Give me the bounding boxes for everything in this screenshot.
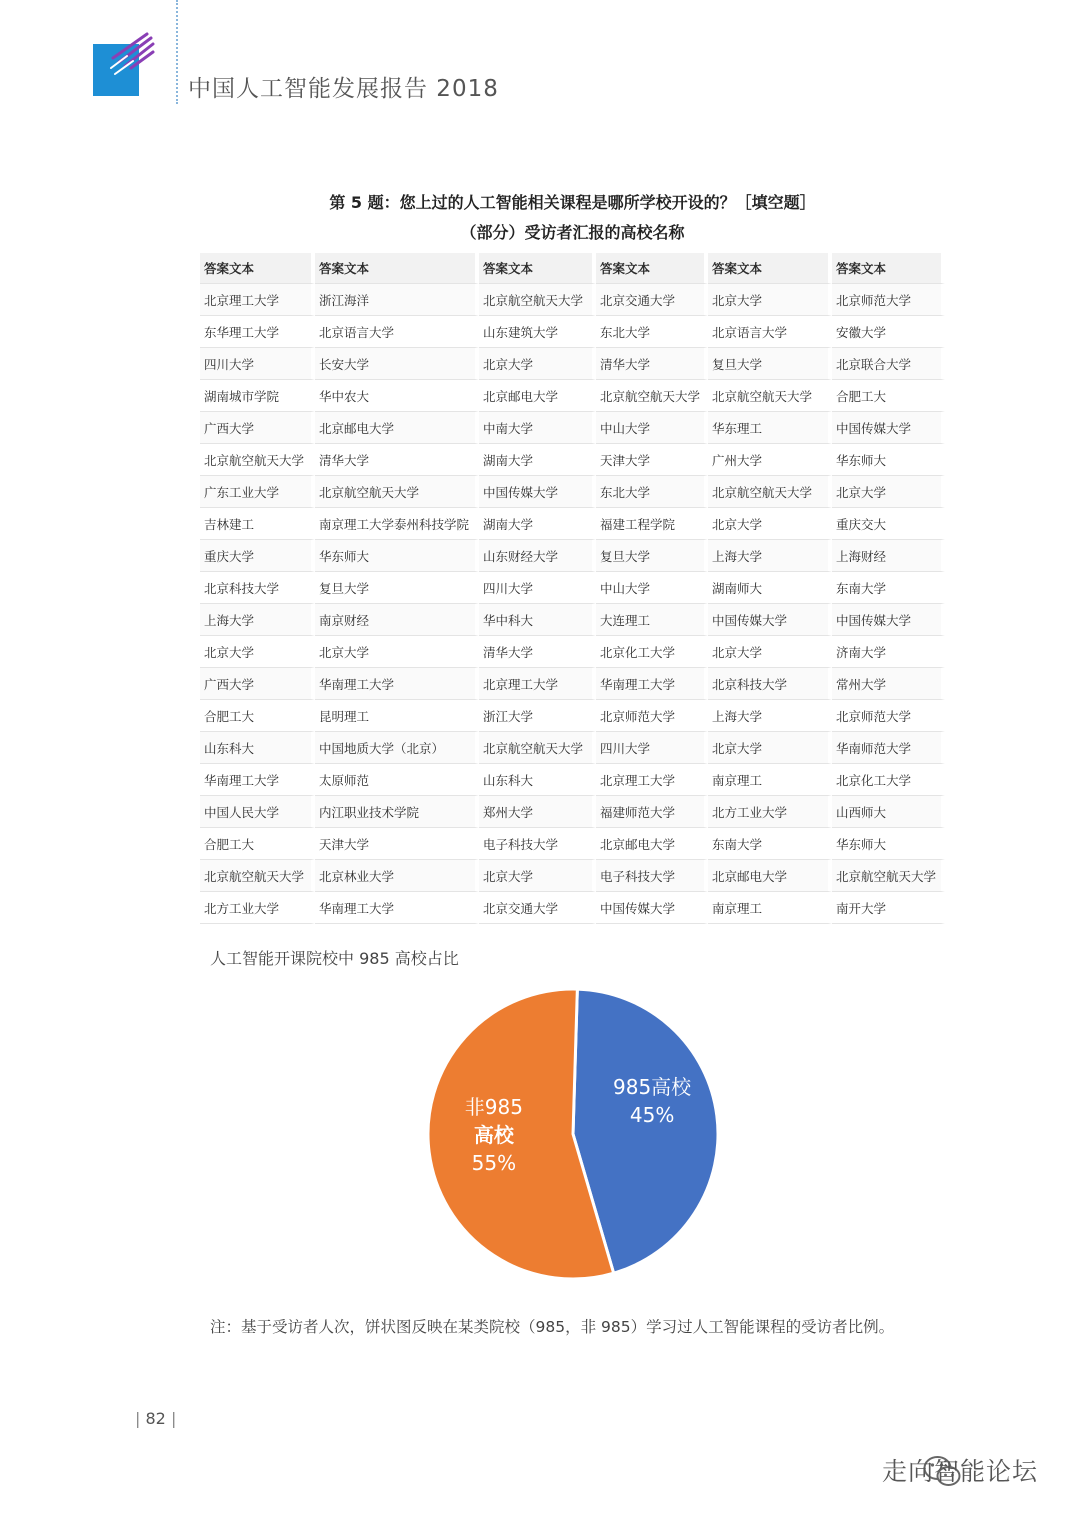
table-row [200,380,945,412]
table-cell: 清华大学 [479,636,596,668]
pie-slice-label: 非985 [464,1095,523,1120]
page-number-value: 82 [145,1409,166,1428]
table-cell: 华东师大 [832,444,945,476]
table-cell: 四川大学 [596,732,708,764]
pie-slice-label: 55% [471,1151,517,1176]
table-cell: 华东理工 [708,412,832,444]
pie-slice-label: 高校 [473,1123,514,1148]
table-cell: 复旦大学 [596,540,708,572]
table-row [200,348,945,380]
table-cell: 北京大学 [479,860,596,892]
table-cell: 浙江海洋 [315,284,479,316]
answers-table [200,253,945,924]
table-row [200,316,945,348]
table-cell: 山东建筑大学 [479,316,596,348]
header-divider [176,0,178,104]
table-cell: 北京航空航天大学 [708,380,832,412]
table-cell: 北京大学 [708,508,832,540]
question-title: 第 5 题：您上过的人工智能相关课程是哪所学校开设的？［填空题］ [329,193,816,212]
question-subtitle: （部分）受访者汇报的高校名称 [460,223,685,242]
table-cell: 复旦大学 [708,348,832,380]
table-cell: 南开大学 [832,892,945,924]
table-row [200,284,945,316]
table-cell: 常州大学 [832,668,945,700]
table-cell: 湖南大学 [479,508,596,540]
table-cell: 南京财经 [315,604,479,636]
table-cell: 中国传媒大学 [596,892,708,924]
table-cell: 合肥工大 [200,828,315,860]
column-header: 答案文本 [315,253,479,284]
chart-title: 人工智能开课院校中 985 高校占比 [210,949,459,968]
table-cell: 北京航空航天大学 [479,732,596,764]
table-cell: 上海财经 [832,540,945,572]
table-cell: 华中农大 [315,380,479,412]
table-row [200,444,945,476]
table-cell: 中国地质大学（北京） [315,732,479,764]
table-cell: 大连理工 [596,604,708,636]
table-cell: 重庆大学 [200,540,315,572]
table-cell: 华南师范大学 [832,732,945,764]
table-cell: 东北大学 [596,476,708,508]
table-cell: 北京航空航天大学 [708,476,832,508]
table-cell: 华南理工大学 [596,668,708,700]
table-cell: 北京师范大学 [832,700,945,732]
table-row [200,412,945,444]
table-cell: 广州大学 [708,444,832,476]
table-cell: 福建工程学院 [596,508,708,540]
table-cell: 太原师范 [315,764,479,796]
table-cell: 合肥工大 [200,700,315,732]
table-cell: 北京大学 [708,284,832,316]
table-cell: 北京邮电大学 [315,412,479,444]
table-cell: 北京林业大学 [315,860,479,892]
table-cell: 东南大学 [708,828,832,860]
table-cell: 中国传媒大学 [832,604,945,636]
table-cell: 东北大学 [596,316,708,348]
table-row [200,636,945,668]
table-cell: 天津大学 [315,828,479,860]
table-cell: 东华理工大学 [200,316,315,348]
table-cell: 四川大学 [200,348,315,380]
table-cell: 南京理工 [708,764,832,796]
report-logo [93,28,155,98]
table-cell: 湖南城市学院 [200,380,315,412]
table-cell: 华中科大 [479,604,596,636]
table-cell: 北京科技大学 [200,572,315,604]
table-cell: 浙江大学 [479,700,596,732]
chart-note: 注：基于受访者人次，饼状图反映在某类院校（985，非 985）学习过人工智能课程的受访者比例。 [210,1318,895,1336]
table-cell: 北京师范大学 [832,284,945,316]
table-row [200,668,945,700]
pie-chart [400,980,740,1290]
table-row [200,796,945,828]
column-header: 答案文本 [596,253,708,284]
table-cell: 山东科大 [479,764,596,796]
table-row [200,540,945,572]
table-cell: 广东工业大学 [200,476,315,508]
table-cell: 中南大学 [479,412,596,444]
table-cell: 复旦大学 [315,572,479,604]
table-cell: 长安大学 [315,348,479,380]
table-cell: 湖南大学 [479,444,596,476]
table-cell: 清华大学 [315,444,479,476]
watermark-text: 走向智能论坛 [882,1457,1039,1486]
table-cell: 北京航空航天大学 [200,860,315,892]
table-row [200,604,945,636]
table-row [200,860,945,892]
pie-slice-label: 45% [629,1102,675,1127]
table-row [200,476,945,508]
table-row [200,764,945,796]
column-header: 答案文本 [200,253,315,284]
table-cell: 中国传媒大学 [832,412,945,444]
table-cell: 北京邮电大学 [596,828,708,860]
page-number: | 82 | [135,1409,177,1428]
table-cell: 北京化工大学 [596,636,708,668]
table-cell: 北京师范大学 [596,700,708,732]
table-cell: 北京理工大学 [596,764,708,796]
table-cell: 广西大学 [200,412,315,444]
table-cell: 北京航空航天大学 [479,284,596,316]
table-cell: 北京化工大学 [832,764,945,796]
table-cell: 北京语言大学 [315,316,479,348]
table-cell: 北京邮电大学 [708,860,832,892]
table-cell: 山东财经大学 [479,540,596,572]
table-header-row [200,253,945,284]
table-cell: 北京理工大学 [200,284,315,316]
report-title: 中国人工智能发展报告 2018 [188,76,499,102]
table-cell: 北方工业大学 [200,892,315,924]
table-cell: 郑州大学 [479,796,596,828]
table-cell: 北京航空航天大学 [315,476,479,508]
table-cell: 上海大学 [708,540,832,572]
table-cell: 北京大学 [708,732,832,764]
table-cell: 华南理工大学 [200,764,315,796]
table-cell: 南京理工 [708,892,832,924]
table-cell: 天津大学 [596,444,708,476]
table-cell: 内江职业技术学院 [315,796,479,828]
table-cell: 北京大学 [315,636,479,668]
column-header: 答案文本 [708,253,832,284]
table-cell: 华东师大 [315,540,479,572]
table-cell: 福建师范大学 [596,796,708,828]
table-cell: 安徽大学 [832,316,945,348]
table-cell: 北京航空航天大学 [832,860,945,892]
table-body [200,284,945,924]
table-cell: 北京大学 [708,636,832,668]
table-row [200,572,945,604]
table-cell: 清华大学 [596,348,708,380]
table-cell: 东南大学 [832,572,945,604]
table-cell: 电子科技大学 [596,860,708,892]
column-header: 答案文本 [832,253,945,284]
table-cell: 山东科大 [200,732,315,764]
table-cell: 北京大学 [479,348,596,380]
table-cell: 北京邮电大学 [479,380,596,412]
table-cell: 北方工业大学 [708,796,832,828]
table-row [200,700,945,732]
table-cell: 北京联合大学 [832,348,945,380]
table-cell: 北京航空航天大学 [200,444,315,476]
table-cell: 吉林建工 [200,508,315,540]
table-row [200,508,945,540]
table-row [200,732,945,764]
table-cell: 中山大学 [596,412,708,444]
table-cell: 重庆交大 [832,508,945,540]
table-row [200,892,945,924]
table-cell: 北京科技大学 [708,668,832,700]
table-cell: 北京交通大学 [479,892,596,924]
table-cell: 中国人民大学 [200,796,315,828]
table-cell: 北京语言大学 [708,316,832,348]
table-cell: 电子科技大学 [479,828,596,860]
table-cell: 北京航空航天大学 [596,380,708,412]
table-cell: 昆明理工 [315,700,479,732]
table-cell: 四川大学 [479,572,596,604]
table-cell: 山西师大 [832,796,945,828]
table-cell: 湖南师大 [708,572,832,604]
table-cell: 合肥工大 [832,380,945,412]
table-cell: 北京大学 [200,636,315,668]
table-cell: 北京交通大学 [596,284,708,316]
table-cell: 华东师大 [832,828,945,860]
table-cell: 中山大学 [596,572,708,604]
table-cell: 北京理工大学 [479,668,596,700]
table-cell: 中国传媒大学 [708,604,832,636]
column-header: 答案文本 [479,253,596,284]
table-cell: 济南大学 [832,636,945,668]
pie-slice-label: 985高校 [613,1074,692,1099]
table-cell: 华南理工大学 [315,892,479,924]
table-cell: 广西大学 [200,668,315,700]
table-cell: 中国传媒大学 [479,476,596,508]
table-cell: 上海大学 [708,700,832,732]
table-row [200,828,945,860]
table-cell: 上海大学 [200,604,315,636]
table-cell: 华南理工大学 [315,668,479,700]
table-cell: 北京大学 [832,476,945,508]
table-cell: 南京理工大学泰州科技学院 [315,508,479,540]
